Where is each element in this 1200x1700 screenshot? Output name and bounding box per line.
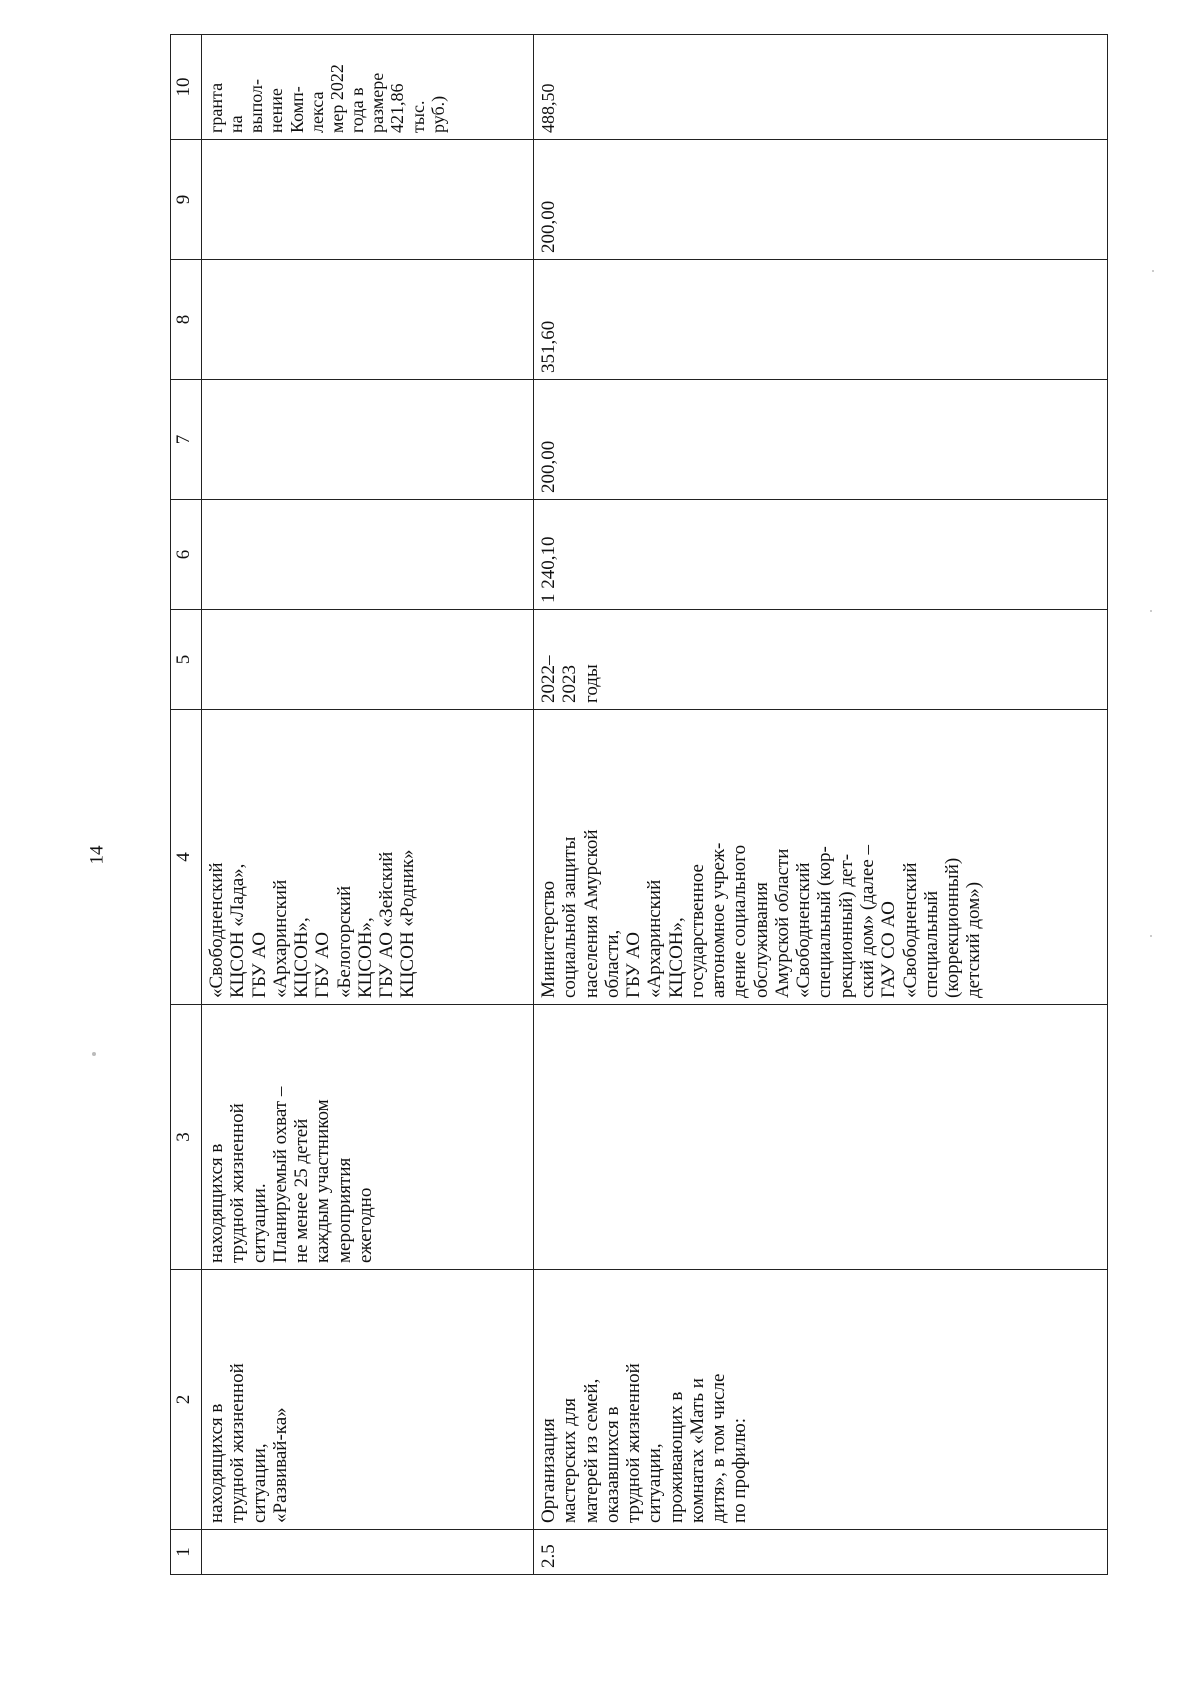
col-header-7: 7 [171,380,202,500]
data-table [170,34,1108,1575]
cell-amount-10: 488,50 [534,35,1108,140]
cell-amount-9: 200,00 [534,140,1108,260]
col-header-9: 9 [171,140,202,260]
col-header-1: 1 [171,1530,202,1575]
page-number [82,825,112,885]
table-row [534,35,1108,1575]
cell-description: находящихся в трудной жизненной ситуации. Планируемый охват – не менее 25 детей каждым участником мероприятия ежегодно [202,1005,534,1270]
header-row [171,35,202,1575]
table-row [202,35,534,1575]
cell-number [202,1530,534,1575]
col-header-8: 8 [171,260,202,380]
col-header-3: 3 [171,1005,202,1270]
rotated-table-area [170,64,1110,1575]
page-number-text: 14 [86,845,107,865]
col-header-10: 10 [171,35,202,140]
scan-speck [1150,610,1152,612]
cell-amount-7 [202,380,534,500]
col-header-5: 5 [171,610,202,710]
scan-speck [92,1052,96,1056]
cell-amount-9 [202,140,534,260]
scan-speck [1152,270,1154,272]
cell-description [534,1005,1108,1270]
cell-amount-7: 200,00 [534,380,1108,500]
cell-measure-name: Организация мастерских для матерей из семей, оказавшихся в трудной жизненной ситуации, проживающих в комнатах «Мать и дитя», в том числе по профилю: [534,1270,1108,1530]
cell-executors: «Свободненский КЦСОН «Лада», ГБУ АО «Архаринский КЦСОН», ГБУ АО «Белогорский КЦСОН», ГБУ АО «Зейский КЦСОН «Родник» [202,710,534,1005]
cell-period: 2022– 2023 годы [534,610,1108,710]
cell-amount-6 [202,500,534,610]
col-header-4: 4 [171,710,202,1005]
cell-period [202,610,534,710]
scan-speck [1150,935,1152,937]
col-header-6: 6 [171,500,202,610]
cell-amount-8: 351,60 [534,260,1108,380]
cell-amount-8 [202,260,534,380]
cell-executors: Министерство социальной защиты населения Амурской области, ГБУ АО «Архаринский КЦСОН», государственное автономное учреж- дение социального обслуживания Амурской области «Свободненский специальный (кор- рекционный) дет- ский дом» (далее – ГАУ СО АО «Свободненский специальный (коррекционный) детский дом») [534,710,1108,1005]
cell-amount-10: гранта на выпол- нение Комп- лекса мер 2022 года в размере 421,86 тыс. руб.) [202,35,534,140]
cell-measure-name: находящихся в трудной жизненной ситуации, «Развивай-ка» [202,1270,534,1530]
cell-number: 2.5 [534,1530,1108,1575]
col-header-2: 2 [171,1270,202,1530]
cell-amount-6: 1 240,10 [534,500,1108,610]
